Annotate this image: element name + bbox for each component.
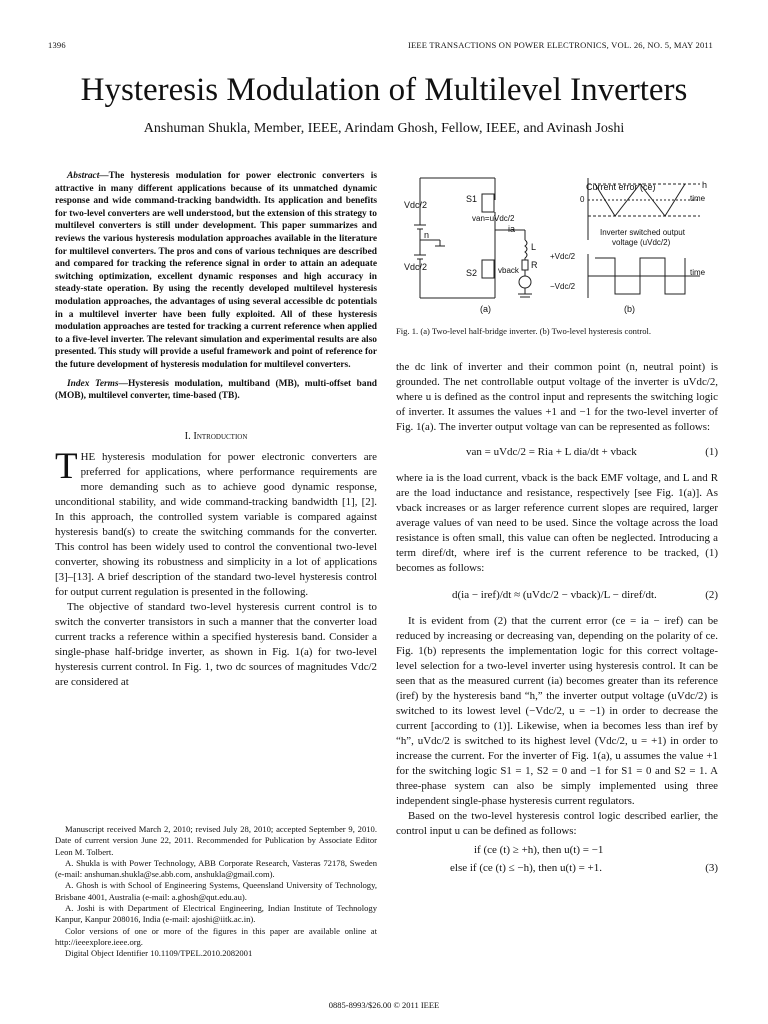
R-label: R [531,260,538,270]
section-heading: I. Introduction [184,430,248,442]
voltage-label: voltage (uVdc/2) [612,238,671,247]
copyright-footer: 0885-8993/$26.00 © 2011 IEEE [328,1000,440,1010]
minus-vdc-label: −Vdc/2 [550,282,576,291]
equation-3-line-2: else if (ce (t) ≤ −h), then u(t) = +1. [450,862,603,874]
footnotes [55,824,377,960]
equation-1-body: van = uVdc/2 = Ria + L dia/dt + vback [466,446,637,458]
right-paragraph-2: where ia is the load current, vback is the back EMF voltage, and L and R are the load inductance and resistance, respectively [see Fig. 1(a)]. As vback increases or as larger reference current slopes are required, larger average values of van need to be used. Since the voltage across the load resistance is often small, this value can often be neglected. Introducing a term diref/dt, where iref is the current reference to be tracked, (1) becomes as follows: [396,472,718,574]
equation-3-number: (3) [705,862,718,874]
abstract [55,170,377,372]
equation-1 [396,435,718,471]
dropcap: T [55,445,78,487]
equation-1-number: (1) [705,446,718,458]
abstract-label: Abstract— [67,171,109,181]
journal-header: IEEE TRANSACTIONS ON POWER ELECTRONICS, VOL. 26, NO. 5, MAY 2011 [407,40,713,50]
intro-p1-text: HE hysteresis modulation for power electronic converters are preferred for applications, where performance requirements are more demanding such as to achieve good dynamic response, unconditional stability, and wide command-tracking bandwidth [1], [2]. In this approach, the controlled system variable is compared against hysteresis band(s) to create the switching commands for the converter. This control has been widely used to control the conventional two-level converter, showing its robustness and simplicity in a lot of applications [3]–[13]. A brief description of the standard two-level hysteresis control for output current regulation is presented in the following. [55,450,377,598]
right-paragraph-1: the dc link of inverter and their common point (n, neutral point) is grounded. The net controllable output voltage of the inverter is uVdc/2, where u is defined as the control input and represents the switching logic of inverter. It assumes the values +1 and −1 for the two-level inverter of Fig. 1(a). The inverter output voltage van can be represented as follows: [396,361,718,433]
footnote-ghosh: A. Ghosh is with School of Engineering Systems, Queensland University of Technology, Brisbane 4001, Australia (e-mail: a.ghosh@qut.edu.au). [55,880,377,902]
footnote-joshi: A. Joshi is with Department of Electrical Engineering, Indian Institute of Technology Kanpur, Kanpur 208016, India (e-mail: ajoshi@iitk.ac.in). [55,903,377,925]
right-paragraph-3: It is evident from (2) that the current error (ce = ia − iref) can be reduced by increasing or decreasing van, depending on the polarity of ce. Fig. 1(b) represents the implementation logic for this correct voltage-level selection for a two-level inverter using hysteresis control. It can be seen that as the measured current (ia) becomes greater than its reference (iref) by the hysteresis band “h,” the inverter output voltage (uVdc/2) is switched to its lowest level (−Vdc/2, u = −1) in order to decrease the current [according to (1)]. Likewise, when ia becomes less than iref by “h”, uVdc/2 is switched to its highest level (Vdc/2, u = +1) in order to increase the current. For the inverter of Fig. 1(a), u assumes the value +1 for the switching logic S1 = 1, S2 = 0 and −1 for S1 = 0 and S2 = 1. A three-phase system can also be simply implemented using three independent single-phase hysteresis current regulators. [396,615,718,807]
left-column [55,170,377,690]
sub-a-label: (a) [480,304,491,314]
equation-3-line-1: if (ce (t) ≥ +h), then u(t) = −1 [474,844,604,856]
s1-label: S1 [466,194,478,204]
index-terms-label: Index Terms— [67,378,128,389]
current-error-label: Current error (ce) [586,182,656,192]
vdc-upper-label: Vdc/2 [404,200,428,210]
switched-output-label: Inverter switched output [600,228,685,237]
equation-3 [396,839,718,881]
figure-1 [400,170,720,320]
figure-1-drawing [400,170,720,320]
footnote-doi: Digital Object Identifier 10.1109/TPEL.2010.2082001 [65,948,253,959]
index-terms [55,378,377,403]
vdc-lower-label: Vdc/2 [404,262,428,272]
zero-label: 0 [580,195,585,204]
footnote-shukla: A. Shukla is with Power Technology, ABB Corporate Research, Vasteras 72178, Sweden (e-mail: anshuman.shukla@se.abb.com, anshukla@gmail.com). [55,857,377,880]
figure-caption: Fig. 1. (a) Two-level half-bridge inverter. (b) Two-level hysteresis control. [396,326,652,336]
n-label: n [424,230,430,240]
footnote-manuscript: Manuscript received March 2, 2010; revised July 28, 2010; accepted September 9, 2010. Date of current version June 22, 2011. Recommended for Publication by Associate Editor Leon M. Tolbert. [55,824,377,857]
plus-vdc-label: +Vdc/2 [550,252,576,261]
sub-b-label: (b) [624,304,635,314]
abstract-text: The hysteresis modulation for power electronic converters is attractive in many different applications because of its unmatched dynamic response and wide command-tracking bandwidth. Its application and benefits for two-level converters are well understood, but the extension of this strategy to multilevel converters is still under development. This paper summarizes and reviews the various hysteresis modulation approaches available in the literature for multilevel converters. The pros and cons of various techniques are described and compared for tracking the reference signal in order to attain an adequate switching optimization, excellent dynamic responses and high accuracy in steady-state operation. By using the recently developed multilevel hysteresis modulation approaches, the advantages of using several accessible dc potentials in a multilevel inverter have been fully exploited. All of these hysteresis modulation approaches are tested for tracking a current reference when applied to a five-level inverter. The relevant simulation and experimental results are also presented. This study will provide a useful framework and point of reference for the future development of hysteresis modulation for multilevel converters. [55,171,377,370]
equation-2 [396,576,718,614]
index-terms-text: Hysteresis modulation, multiband (MB), multi-offset band (MOB), multilevel converter, time-based (TB). [55,378,378,402]
van-label: van=uVdc/2 [472,214,515,223]
intro-paragraph-2: The objective of standard two-level hysteresis current control is to switch the converter transistors in such a manner that the converter load current tracks a reference within a specified hysteresis band. Consider a single-phase half-bridge inverter, as shown in Fig. 1(a) for two-level hysteresis current control. In Fig. 1, two dc sources of magnitudes Vdc/2 are considered at [55,600,377,688]
s2-label: S2 [466,268,478,278]
author-list: Anshuman Shukla, Member, IEEE, Arindam Ghosh, Fellow, IEEE, and Avinash Joshi [143,121,625,136]
equation-2-body: d(ia − iref)/dt ≈ (uVdc/2 − vback)/L − diref/dt. [452,589,657,601]
intro-paragraph-1 [55,445,377,600]
time-label-bottom: time [690,268,706,277]
equation-2-number: (2) [705,589,718,601]
right-column [396,360,718,881]
page-number: 1396 [48,40,66,50]
footnote-color: Color versions of one or more of the figures in this paper are available online at http://ieeexplore.ieee.org. [55,925,377,947]
vback-label: vback [498,266,519,275]
right-paragraph-4: Based on the two-level hysteresis control logic described earlier, the control input u can be defined as follows: [396,810,718,837]
ia-label: ia [508,224,516,234]
paper-title: Hysteresis Modulation of Multilevel Inverters [80,72,688,108]
time-label-top: time [690,194,706,203]
h-label: h [702,180,708,190]
L-label: L [531,242,537,252]
